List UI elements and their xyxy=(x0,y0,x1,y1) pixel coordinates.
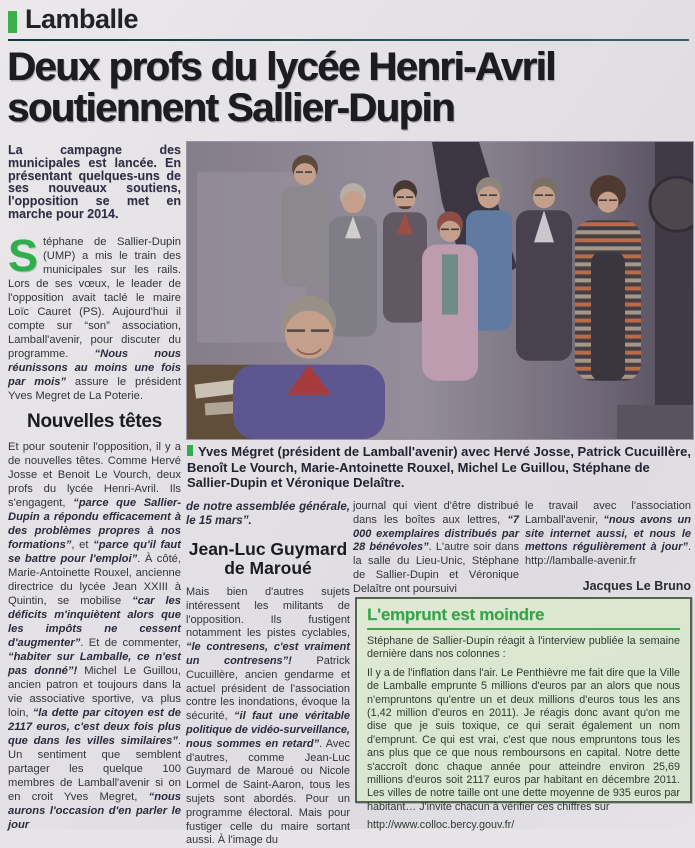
group-photo xyxy=(186,141,694,440)
column-2-lead: de notre assemblée générale, le 15 mars”. xyxy=(186,500,350,527)
section-label: Lamballe xyxy=(25,4,139,34)
header-rule xyxy=(8,39,689,41)
subheading-guymard xyxy=(186,540,350,577)
column-1 xyxy=(8,144,181,832)
column-4 xyxy=(525,500,691,593)
column-2-paragraph: Mais bien d'autres sujets intéressent les militants de l'opposition. Ils fustigent notamment les pistes cyclables, “le contresens, c'est vraiment un contresens”! Patrick Cucuillère, ancien gendarme et actuel président de l'association contre les inondations, évoque la sécurité, “il faut une véritable politique de vidéo-surveillance, nous sommes en retard”. Avec d'autres, comme Jean-Luc Guymard de Maroué ou Nicole Lormel de Saint-Aaron, tous les sujets sont abordés. Pour un programme électoral. Mais pour fustiger celle du maire sortant aussi. À l'image du xyxy=(186,586,350,847)
column-3-paragraph: journal qui vient d'être distribué dans les boîtes aux lettres, “7 000 exemplaires distribués par 28 bénévoles”. L'autre soir dans la salle du Lieu-Unic, Stéphane de Sallier-Dupin et Véronique Delaître ont poursuivi xyxy=(353,500,519,595)
paragraph-1-text: téphane de Sallier-Dupin (UMP) a mis le train des municipales sur les rails. Lors de ses vœux, le leader de l'opposition avait taclé le maire Loïc Cauret (PS). Aujourd'hui il compte sur “son” association, Lamball'avenir, pour discuter du programme. “Nous nous réunissons au moins une fois par mois” assure le président Yves Megret de La Poterie. xyxy=(8,235,181,402)
column-4-paragraph: le travail avec l'association Lamball'avenir, “nous avons un site internet aussi, et nous le mettons régulièrement à jour”. http://lamballe-avenir.fr xyxy=(525,500,691,568)
section-bullet-icon xyxy=(8,11,17,33)
article-paragraph-2: Et pour soutenir l'opposition, il y a de nouvelles têtes. Comme Hervé Josse et Benoit Le Vourch, deux profs du lycée Henri-Avril. Ils s'engagent, “parce que Sallier-Dupin a répondu efficacement à des problèmes propres à nos formations”, et “parce qu'il faut se battre pour l'emploi”. À côté, Marie-Antoinette Rouxel, ancienne directrice du lycée Jean XXIII à Quintin, se mobilise “car les déficits m'inquiètent alors que les impôts ne cessent d'augmenter”. Et de commenter, “habiter sur Lamballe, ce n'est pas donné”! Michel Le Guillou, ancien patron et toujours dans la vie associative sportive, va plus loin, “la dette par citoyen est de 2117 euros, c'est deux fois plus que dans les villes similaires”. Un sentiment que semblent partager les quelque 100 membres de Lamball'avenir si on en croit Yves Megret, “nous aurons l'occasion d'en parler le jour xyxy=(8,440,182,831)
article-standfirst: La campagne des municipales est lancée. En présentant quelques-uns de ses nouveaux soutiens, l'opposition se met en marche pour 2014. xyxy=(8,143,181,221)
headline xyxy=(7,47,695,129)
reaction-box xyxy=(355,597,692,832)
subheading-guymard-line2: de Maroué xyxy=(224,557,312,578)
reaction-box-title: L'emprunt est moindre xyxy=(367,605,680,630)
dropcap-letter: S xyxy=(8,229,39,281)
group-photo-illustration xyxy=(187,142,693,439)
headline-line2: soutiennent Sallier-Dupin xyxy=(7,86,454,130)
byline: Jacques Le Bruno xyxy=(582,578,691,593)
photo-caption-text: Yves Mégret (président de Lamball'avenir) avec Hervé Josse, Patrick Cucuillère, Benoît Le Vourch, Marie-Antoinette Rouxel, Michel Le Guillou, Stéphane de Sallier-Dupin et Véronique Delaître. xyxy=(187,444,691,490)
photo-caption xyxy=(187,444,692,491)
subheading-nouvelles-tetes: Nouvelles têtes xyxy=(27,410,162,432)
subheading-guymard-line1: Jean-Luc Guymard xyxy=(188,539,348,559)
reaction-box-link: http://www.colloc.bercy.gouv.fr/ xyxy=(367,819,515,832)
caption-bullet-icon xyxy=(187,445,193,456)
reaction-box-intro: Stéphane de Sallier-Dupin réagit à l'interview publiée la semaine dernière dans nos colonnes : xyxy=(367,635,680,661)
article-paragraph-1 xyxy=(8,229,181,403)
column-3 xyxy=(353,500,519,597)
reaction-box-paragraph: Il y a de l'inflation dans l'air. Le Penthièvre me fait dire que la Ville de Lamballe emprunte 5 millions d'euros par an alors que nous n'empruntons qu'entre un et deux millions d'euros tous les ans (1,42 million d'euros en 2011). Je réagis donc avant qu'on me dise que je suis toxique, ce qui serait également un nom d'emprunt. Ce qui est vrai, c'est que nous empruntons tous les ans plus que ce que nous remboursons en capital. Notre dette s'accroît donc chaque année pour atteindre environ 25,69 millions d'euros soit 2117 euros par habitant en décembre 2011. Les villes de notre taille ont une dette moyenne de 935 euros par habitant… J'invite chacun à vérifier ces chiffres sur xyxy=(367,666,680,813)
headline-line1: Deux profs du lycée Henri-Avril xyxy=(7,45,555,89)
column-2 xyxy=(186,500,350,848)
